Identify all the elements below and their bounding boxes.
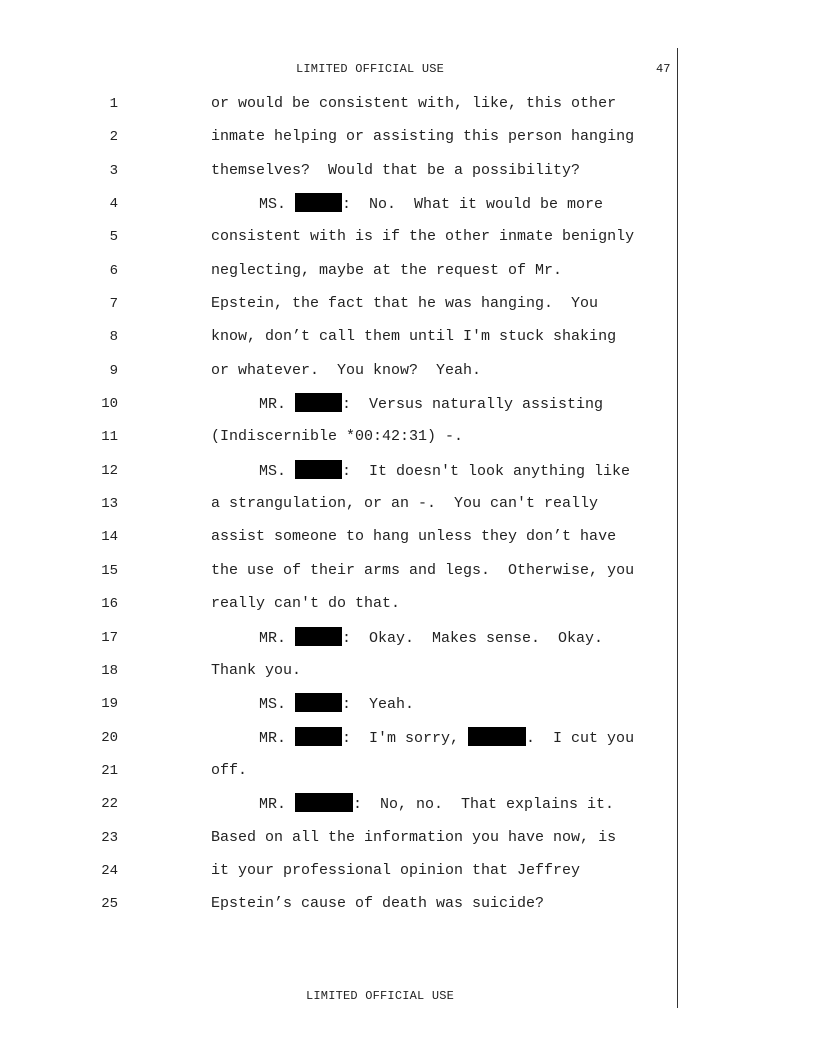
redaction-block xyxy=(295,393,342,412)
transcript-line xyxy=(0,426,816,459)
transcript-line xyxy=(0,160,816,193)
transcript-line xyxy=(0,460,816,493)
transcript-line xyxy=(0,360,816,393)
speaker-label: MR. xyxy=(259,796,296,814)
speech-text: : It doesn't look anything like xyxy=(342,462,631,480)
line-text: off. xyxy=(211,761,248,779)
page-header: LIMITED OFFICIAL USE xyxy=(296,62,445,76)
transcript-line xyxy=(0,693,816,726)
transcript-line xyxy=(0,226,816,259)
line-number: 8 xyxy=(109,329,118,346)
line-number: 23 xyxy=(101,829,118,846)
transcript-line xyxy=(0,760,816,793)
transcript-lines xyxy=(0,93,816,927)
line-text xyxy=(259,693,414,716)
line-number: 17 xyxy=(101,629,118,646)
transcript-line xyxy=(0,660,816,693)
line-number: 19 xyxy=(101,696,118,713)
line-number: 9 xyxy=(109,362,118,379)
line-text: really can't do that. xyxy=(211,595,401,613)
line-number: 25 xyxy=(101,896,118,913)
line-number: 16 xyxy=(101,596,118,613)
line-text: or whatever. You know? Yeah. xyxy=(211,361,482,379)
redaction-block xyxy=(295,627,342,646)
line-number: 11 xyxy=(101,429,118,446)
redaction-block xyxy=(468,727,526,746)
line-text: inmate helping or assisting this person hanging xyxy=(211,128,635,146)
line-text: assist someone to hang unless they don’t have xyxy=(211,528,617,546)
line-text: neglecting, maybe at the request of Mr. xyxy=(211,261,563,279)
redaction-block xyxy=(295,727,342,746)
line-number: 18 xyxy=(101,662,118,679)
speech-text: : No, no. That explains it. xyxy=(353,796,615,814)
line-text xyxy=(259,393,603,416)
line-text: Epstein’s cause of death was suicide? xyxy=(211,895,545,913)
transcript-line xyxy=(0,593,816,626)
speech-text: : Yeah. xyxy=(342,696,415,714)
transcript-line xyxy=(0,293,816,326)
line-text: Thank you. xyxy=(211,661,302,679)
line-number: 14 xyxy=(101,529,118,546)
line-number: 13 xyxy=(101,496,118,513)
transcript-line xyxy=(0,526,816,559)
line-text: or would be consistent with, like, this other xyxy=(211,95,617,112)
line-text xyxy=(259,793,614,816)
line-text: the use of their arms and legs. Otherwise, you xyxy=(211,561,635,579)
page-number: 47 xyxy=(656,62,671,76)
transcript-line xyxy=(0,393,816,426)
redaction-block xyxy=(295,793,353,812)
line-number: 3 xyxy=(109,162,118,179)
line-number: 4 xyxy=(109,196,118,213)
speech-text: : No. What it would be more xyxy=(342,196,604,214)
line-number: 24 xyxy=(101,862,118,879)
speaker-label: MR. xyxy=(259,629,296,647)
redaction-block xyxy=(295,460,342,479)
line-text xyxy=(259,193,603,216)
transcript-line xyxy=(0,893,816,926)
transcript-line xyxy=(0,793,816,826)
speech-text: : Okay. Makes sense. Okay. xyxy=(342,629,604,647)
line-text: consistent with is if the other inmate benignly xyxy=(211,228,635,246)
line-text: it your professional opinion that Jeffrey xyxy=(211,861,581,879)
line-number: 21 xyxy=(101,762,118,779)
line-number: 5 xyxy=(109,229,118,246)
redaction-block xyxy=(295,193,342,212)
line-text: know, don’t call them until I'm stuck shaking xyxy=(211,328,617,346)
line-number: 20 xyxy=(101,729,118,746)
speech-text: : I'm sorry, xyxy=(342,729,469,747)
redaction-block xyxy=(295,693,342,712)
transcript-line xyxy=(0,126,816,159)
speech-text: : Versus naturally assisting xyxy=(342,396,604,414)
transcript-line xyxy=(0,560,816,593)
transcript-line xyxy=(0,93,816,126)
line-text: Epstein, the fact that he was hanging. You xyxy=(211,295,599,313)
line-text xyxy=(259,727,634,750)
page-footer: LIMITED OFFICIAL USE xyxy=(306,989,455,1003)
line-number: 10 xyxy=(101,396,118,413)
transcript-line xyxy=(0,727,816,760)
line-text: Based on all the information you have now, is xyxy=(211,828,617,846)
transcript-line xyxy=(0,193,816,226)
transcript-line xyxy=(0,627,816,660)
line-number: 12 xyxy=(101,462,118,479)
transcript-line xyxy=(0,860,816,893)
line-text xyxy=(259,627,603,650)
line-number: 1 xyxy=(109,96,118,112)
line-number: 2 xyxy=(109,129,118,146)
line-number: 22 xyxy=(101,796,118,813)
transcript-line xyxy=(0,260,816,293)
transcript-line xyxy=(0,326,816,359)
speaker-label: MR. xyxy=(259,396,296,414)
speaker-label: MS. xyxy=(259,196,296,214)
speaker-label: MS. xyxy=(259,696,296,714)
speaker-label: MS. xyxy=(259,462,296,480)
line-text: (Indiscernible *00:42:31) -. xyxy=(211,428,464,446)
transcript-line xyxy=(0,827,816,860)
line-number: 15 xyxy=(101,562,118,579)
speech-text: . I cut you xyxy=(526,729,635,747)
line-number: 6 xyxy=(109,262,118,279)
line-text: themselves? Would that be a possibility? xyxy=(211,161,581,179)
transcript-line xyxy=(0,493,816,526)
line-text: a strangulation, or an -. You can't really xyxy=(211,495,599,513)
line-text xyxy=(259,460,630,483)
line-number: 7 xyxy=(109,296,118,313)
speaker-label: MR. xyxy=(259,729,296,747)
